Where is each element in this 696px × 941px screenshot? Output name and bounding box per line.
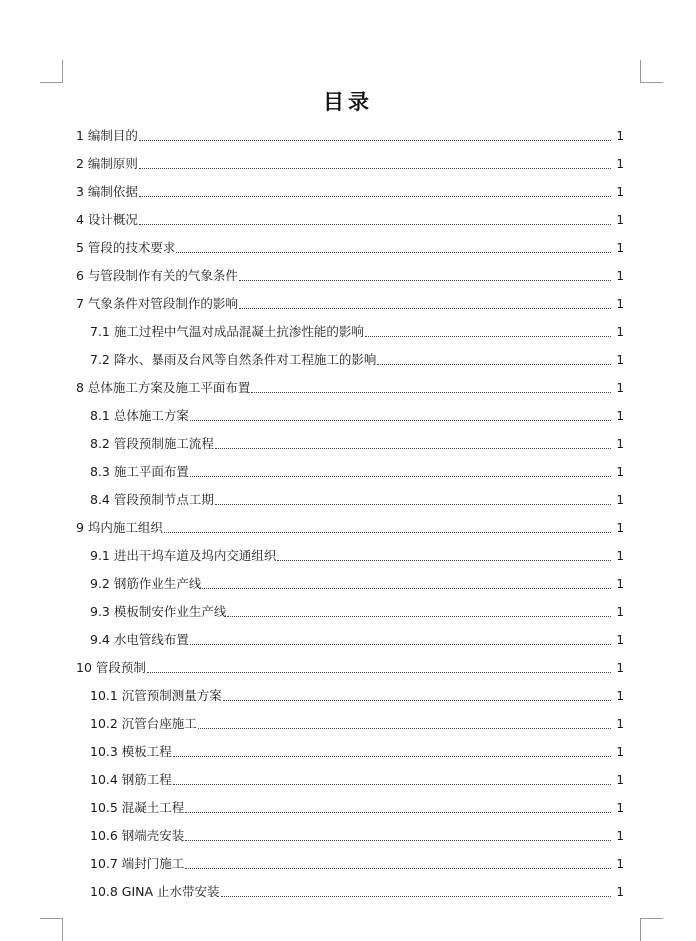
toc-page-number: 1: [616, 549, 624, 563]
toc-entry[interactable]: [0, 346, 696, 374]
toc-entry-text: 9.3 模板制安作业生产线: [90, 604, 227, 619]
toc-leader-dots: [251, 391, 611, 393]
toc-entry[interactable]: [0, 458, 696, 486]
toc-leader-dots: [190, 475, 611, 477]
toc-entry-text: 9.1 进出干坞车道及坞内交通组织: [90, 548, 277, 563]
toc-leader-dots: [139, 167, 611, 169]
toc-entry[interactable]: [0, 682, 696, 710]
toc-entry-text: 9.4 水电管线布置: [90, 632, 189, 647]
toc-leader-dots: [139, 223, 611, 225]
toc-entry[interactable]: [0, 850, 696, 878]
toc-leader-dots: [176, 251, 611, 253]
toc-entry-text: 3 编制依据: [76, 184, 138, 199]
toc-entry-text: 10.1 沉管预制测量方案: [90, 688, 222, 703]
crop-mark-top-left: [40, 60, 63, 83]
toc-entry-text: 9.2 钢筋作业生产线: [90, 576, 202, 591]
toc-page-number: 1: [616, 157, 624, 171]
toc-page-number: 1: [616, 213, 624, 227]
toc-leader-dots: [223, 699, 611, 701]
toc-entry-text: 10.6 钢端壳安装: [90, 828, 185, 843]
toc-entry-text: 10.2 沉管台座施工: [90, 716, 197, 731]
toc-entry-text: 10.8 GINA 止水带安装: [90, 884, 220, 899]
toc-entry[interactable]: [0, 290, 696, 318]
toc-entry-text: 10.4 钢筋工程: [90, 772, 172, 787]
toc-entry-text: 9 坞内施工组织: [76, 520, 163, 535]
toc-page-number: 1: [616, 465, 624, 479]
toc-page-number: 1: [616, 829, 624, 843]
toc-entry[interactable]: [0, 710, 696, 738]
toc-leader-dots: [202, 587, 611, 589]
toc-entry-text: 10.3 模板工程: [90, 744, 172, 759]
toc-leader-dots: [277, 559, 611, 561]
toc-leader-dots: [147, 671, 611, 673]
toc-entry[interactable]: [0, 318, 696, 346]
toc-entry[interactable]: [0, 766, 696, 794]
toc-leader-dots: [139, 139, 611, 141]
toc-entry[interactable]: [0, 150, 696, 178]
toc-leader-dots: [215, 503, 611, 505]
toc-leader-dots: [239, 307, 611, 309]
toc-leader-dots: [227, 615, 611, 617]
toc-page-number: 1: [616, 661, 624, 675]
crop-mark-bottom-left: [40, 918, 63, 941]
toc-leader-dots: [190, 419, 611, 421]
toc-entry[interactable]: [0, 738, 696, 766]
toc-leader-dots: [239, 279, 611, 281]
toc-entry[interactable]: [0, 514, 696, 542]
toc-entry-text: 10.5 混凝土工程: [90, 800, 185, 815]
toc-entry-text: 5 管段的技术要求: [76, 240, 176, 255]
toc-page-number: 1: [616, 381, 624, 395]
toc-entry[interactable]: [0, 486, 696, 514]
toc-page-number: 1: [616, 577, 624, 591]
toc-entry[interactable]: [0, 654, 696, 682]
toc-leader-dots: [185, 867, 611, 869]
toc-leader-dots: [190, 643, 611, 645]
toc-entry[interactable]: [0, 234, 696, 262]
toc-entry-text: 6 与管段制作有关的气象条件: [76, 268, 238, 283]
toc-leader-dots: [173, 783, 611, 785]
toc-page-number: 1: [616, 185, 624, 199]
toc-leader-dots: [173, 755, 611, 757]
toc-leader-dots: [377, 363, 611, 365]
toc-page-number: 1: [616, 689, 624, 703]
toc-entry[interactable]: [0, 626, 696, 654]
toc-entry[interactable]: [0, 374, 696, 402]
toc-page-number: 1: [616, 437, 624, 451]
toc-leader-dots: [185, 811, 611, 813]
toc-entry-text: 10 管段预制: [76, 660, 146, 675]
toc-page-number: 1: [616, 269, 624, 283]
toc-entry-text: 8 总体施工方案及施工平面布置: [76, 380, 251, 395]
toc-page-number: 1: [616, 745, 624, 759]
toc-leader-dots: [221, 895, 611, 897]
toc-page-number: 1: [616, 801, 624, 815]
toc-entry[interactable]: [0, 794, 696, 822]
toc-entry-text: 2 编制原则: [76, 156, 138, 171]
toc-page-number: 1: [616, 885, 624, 899]
toc-leader-dots: [139, 195, 611, 197]
toc-entry-text: 1 编制目的: [76, 128, 138, 143]
toc-entry[interactable]: [0, 598, 696, 626]
toc-entry[interactable]: [0, 206, 696, 234]
toc-leader-dots: [164, 531, 611, 533]
toc-entry[interactable]: [0, 570, 696, 598]
toc-page-number: 1: [616, 605, 624, 619]
toc-page-number: 1: [616, 773, 624, 787]
toc-page-number: 1: [616, 493, 624, 507]
toc-page-number: 1: [616, 353, 624, 367]
toc-entry[interactable]: [0, 122, 696, 150]
toc-page-number: 1: [616, 409, 624, 423]
toc-entry-text: 10.7 端封门施工: [90, 856, 185, 871]
toc-leader-dots: [215, 447, 611, 449]
toc-entry[interactable]: [0, 878, 696, 906]
toc-page-number: 1: [616, 129, 624, 143]
toc-list: [0, 122, 696, 906]
toc-entry[interactable]: [0, 542, 696, 570]
toc-leader-dots: [198, 727, 611, 729]
toc-entry-text: 7.1 施工过程中气温对成品混凝土抗渗性能的影响: [90, 324, 364, 339]
toc-leader-dots: [185, 839, 611, 841]
toc-leader-dots: [365, 335, 611, 337]
toc-entry-text: 8.2 管段预制施工流程: [90, 436, 214, 451]
toc-page-number: 1: [616, 325, 624, 339]
toc-entry[interactable]: [0, 430, 696, 458]
toc-page-number: 1: [616, 241, 624, 255]
toc-entry-text: 8.1 总体施工方案: [90, 408, 189, 423]
toc-entry[interactable]: [0, 822, 696, 850]
toc-title: 目录: [323, 89, 373, 114]
toc-entry[interactable]: [0, 402, 696, 430]
toc-page-number: 1: [616, 857, 624, 871]
toc-entry-text: 8.3 施工平面布置: [90, 464, 189, 479]
crop-mark-bottom-right: [640, 918, 663, 941]
toc-page-number: 1: [616, 633, 624, 647]
toc-entry[interactable]: [0, 178, 696, 206]
toc-entry[interactable]: [0, 262, 696, 290]
toc-page-number: 1: [616, 521, 624, 535]
toc-page-number: 1: [616, 297, 624, 311]
crop-mark-top-right: [640, 60, 663, 83]
toc-entry-text: 7.2 降水、暴雨及台风等自然条件对工程施工的影响: [90, 352, 377, 367]
toc-page-number: 1: [616, 717, 624, 731]
toc-entry-text: 8.4 管段预制节点工期: [90, 492, 214, 507]
toc-entry-text: 7 气象条件对管段制作的影响: [76, 296, 238, 311]
toc-entry-text: 4 设计概况: [76, 212, 138, 227]
